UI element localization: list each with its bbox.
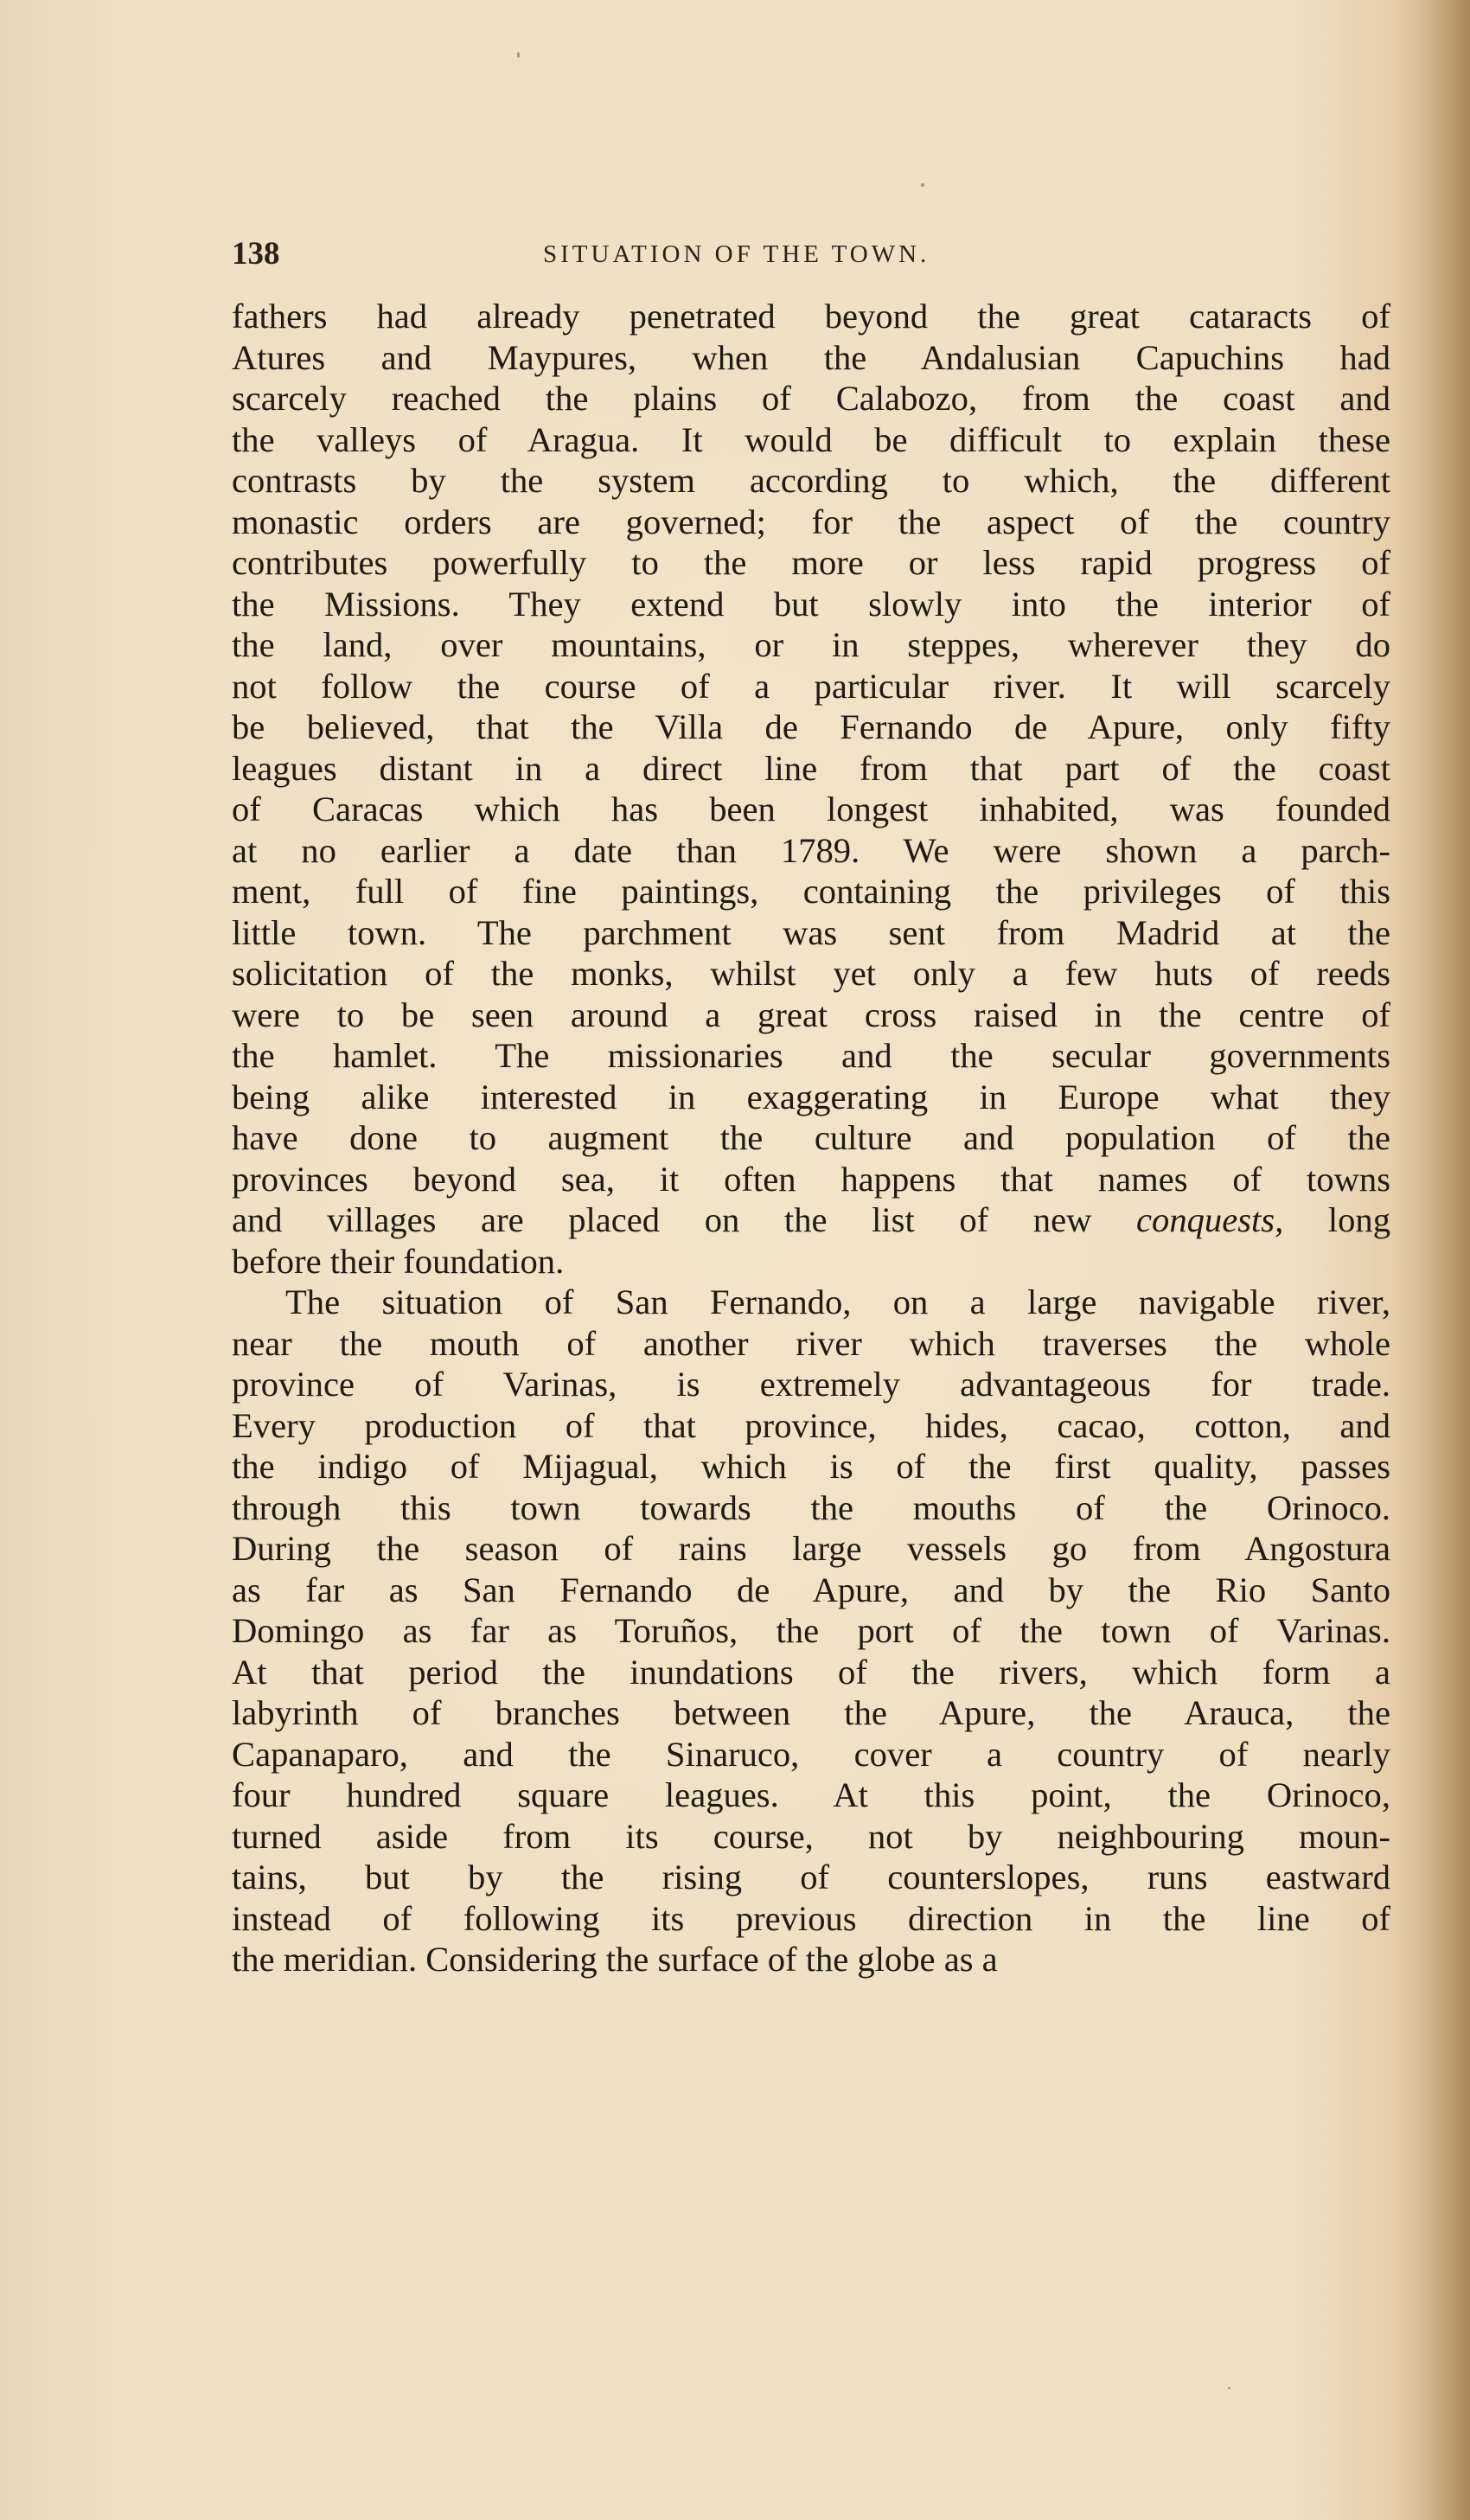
paragraph-container [232,296,1390,1980]
text-line: labyrinth of branches between the Apure, the Arauca, the [232,1693,1390,1732]
text-line: During the season of rains large vessels go from Angostura [232,1529,1390,1568]
text-line: little town. The parchment was sent from Madrid at the [232,912,1390,952]
text-line: contributes powerfully to the more or less rapid progress of [232,543,1390,582]
page-edge-shadow [1392,0,1470,2520]
paper-speck [921,183,924,187]
text-line: solicitation of the monks, whilst yet only a few huts of reeds [232,954,1390,993]
paper-speck [1228,2387,1230,2389]
text-line: the valleys of Aragua. It would be difficult to explain these [232,419,1390,459]
text-line: being alike interested in exaggerating in Europe what they [232,1077,1390,1116]
text-segment: long [1283,1200,1390,1239]
text-line: through this town towards the mouths of the Orinoco. [232,1487,1390,1527]
paragraph [232,1282,1390,1980]
text-line: the indigo of Mijagual, which is of the first quality, passes [232,1447,1390,1486]
text-segment: and villages are placed on the list of new [232,1200,1137,1239]
text-line: contrasts by the system according to which, the different [232,461,1390,500]
text-line: Atures and Maypures, when the Andalusian Capuchins had [232,337,1390,377]
page-number: 138 [232,236,280,272]
text-line: near the mouth of another river which traverses the whole [232,1323,1390,1363]
text-line: before their foundation. [232,1241,565,1281]
text-line: of Caracas which has been longest inhabited, was founded [232,790,1390,828]
text-line: Domingo as far as Toruños, the port of the town of Varinas. [232,1611,1390,1650]
text-line: were to be seen around a great cross raised in the centre of [232,995,1390,1034]
text-line: provinces beyond sea, it often happens that names of towns [232,1159,1390,1199]
text-line: not follow the course of a particular river. It will scarcely [232,666,1390,706]
text-line: be believed, that the Villa de Fernando de Apure, only fifty [232,707,1390,746]
text-line: ment, full of fine paintings, containing the privileges of this [232,872,1390,911]
text-line: instead of following its previous direction in the line of [232,1898,1390,1938]
text-line: turned aside from its course, not by neighbouring moun- [232,1816,1390,1856]
italic-word: conquests, [1136,1200,1284,1239]
text-line: the meridian. Considering the surface of the globe as a [232,1940,998,1979]
text-line: Capanaparo, and the Sinaruco, cover a country of nearly [232,1734,1390,1774]
text-line: the hamlet. The missionaries and the secular governments [232,1036,1390,1075]
page-header [232,228,1390,280]
text-line: four hundred square leagues. At this point, the Orinoco, [232,1775,1390,1814]
text-line: at no earlier a date than 1789. We were shown a parch- [232,830,1390,870]
paragraph [232,296,1390,1282]
text-line [232,1199,1390,1241]
text-line: The situation of San Fernando, on a large navigable river, [285,1282,1390,1321]
running-head: SITUATION OF THE TOWN. [543,240,930,268]
text-line: tains, but by the rising of counterslopes, runs eastward [232,1858,1390,1896]
text-line: as far as San Fernando de Apure, and by the Rio Santo [232,1570,1390,1609]
text-line: the land, over mountains, or in steppes, wherever they do [232,625,1390,664]
text-line: At that period the inundations of the rivers, which form a [232,1652,1390,1692]
text-line: province of Varinas, is extremely advantageous for trade. [232,1365,1390,1404]
text-line: leagues distant in a direct line from that part of the coast [232,748,1390,788]
text-line: the Missions. They extend but slowly into the interior of [232,584,1390,624]
text-line: monastic orders are governed; for the aspect of the country [232,502,1390,541]
text-line: fathers had already penetrated beyond the great cataracts of [232,297,1390,336]
text-line: scarcely reached the plains of Calabozo, from the coast and [232,379,1390,418]
text-line: Every production of that province, hides, cacao, cotton, and [232,1405,1390,1445]
paper-speck [517,52,520,58]
body-text [232,296,1390,1980]
text-line: have done to augment the culture and population of the [232,1118,1390,1157]
